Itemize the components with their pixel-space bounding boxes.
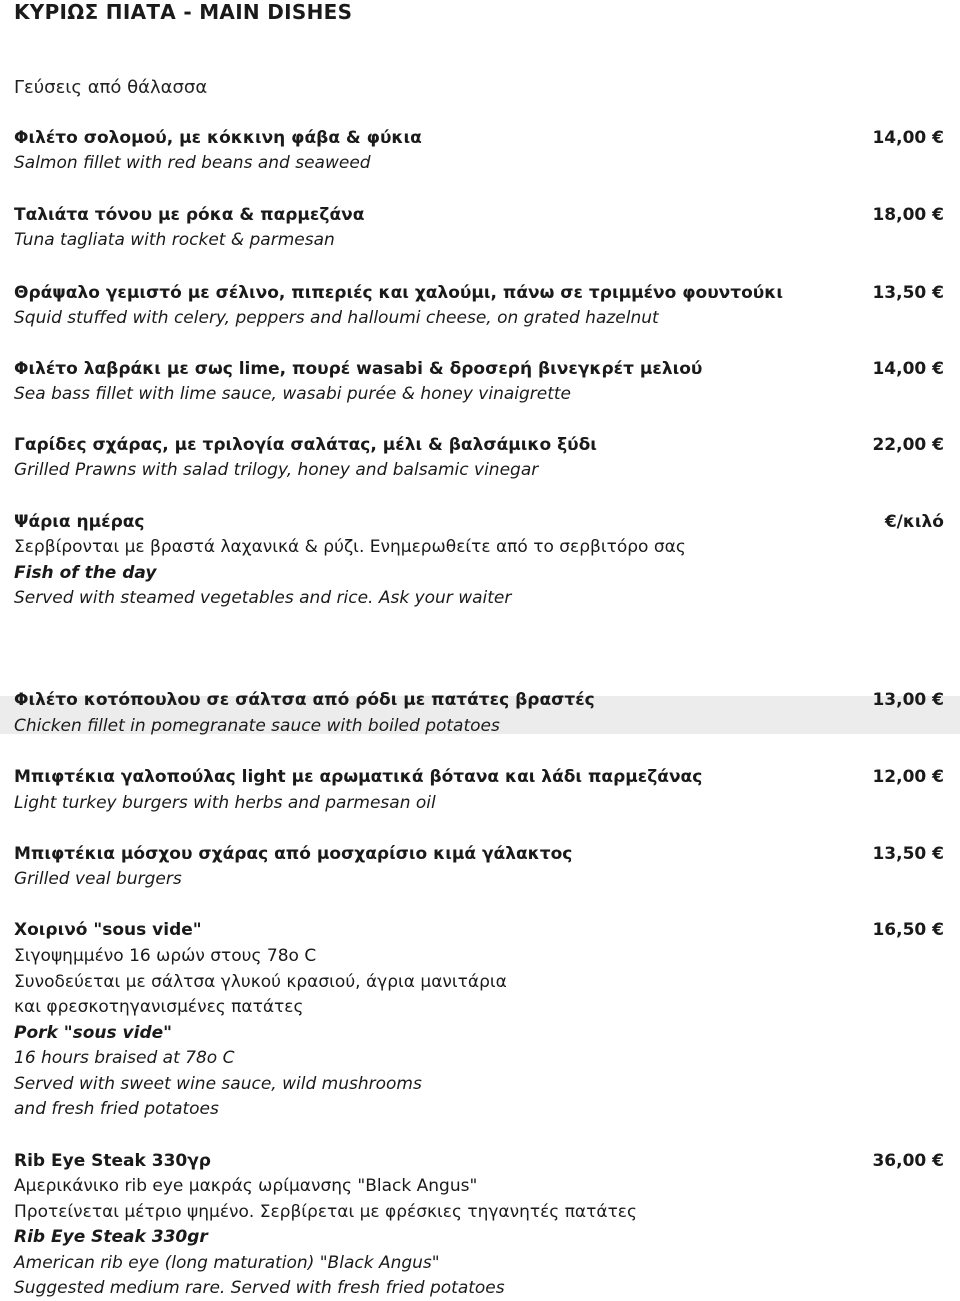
dish-name: Φιλέτο λαβράκι με σως lime, πουρέ wasabi & δροσερή βινεγκρέτ μελιού bbox=[14, 359, 703, 379]
dish-english: Tuna tagliata with rocket & parmesan bbox=[14, 230, 335, 250]
dish-description: Αμερικάνικο rib eye μακράς ωρίμανσης "Black Angus" bbox=[14, 1176, 478, 1196]
dish-price: 36,00 € bbox=[872, 1151, 944, 1171]
page-title: ΚΥΡΙΩΣ ΠΙΑΤΑ - MAIN DISHES bbox=[14, 0, 353, 24]
dish-name: Φιλέτο κοτόπουλου σε σάλτσα από ρόδι με πατάτες βραστές bbox=[14, 690, 595, 710]
dish-name: Χοιρινό "sous vide" bbox=[14, 920, 202, 940]
dish-english: and fresh fried potatoes bbox=[14, 1099, 219, 1119]
dish-english-title: Pork "sous vide" bbox=[14, 1023, 173, 1043]
dish-description: Σιγοψημμένο 16 ωρών στους 78ο C bbox=[14, 946, 317, 966]
menu-item-chicken bbox=[14, 690, 944, 716]
menu-item-veal-burgers bbox=[14, 844, 944, 870]
dish-english: 16 hours braised at 78ο C bbox=[14, 1048, 235, 1068]
dish-price: 13,00 € bbox=[872, 690, 944, 710]
dish-price: 22,00 € bbox=[872, 435, 944, 455]
dish-name: Ψάρια ημέρας bbox=[14, 512, 145, 532]
section-heading: Γεύσεις από θάλασσα bbox=[14, 77, 208, 98]
dish-english: Chicken fillet in pomegranate sauce with boiled potatoes bbox=[14, 716, 500, 736]
dish-description: Σερβίρονται με βραστά λαχανικά & ρύζι. Ενημερωθείτε από το σερβιτόρο σας bbox=[14, 537, 686, 557]
dish-price: 14,00 € bbox=[872, 128, 944, 148]
menu-item-prawns bbox=[14, 435, 944, 461]
dish-price: 12,00 € bbox=[872, 767, 944, 787]
dish-name: Θράψαλο γεμιστό με σέλινο, πιπεριές και χαλούμι, πάνω σε τριμμένο φουντούκι bbox=[14, 283, 783, 303]
menu-item-salmon bbox=[14, 128, 944, 154]
dish-description: Συνοδεύεται με σάλτσα γλυκού κρασιού, άγρια μανιτάρια bbox=[14, 972, 507, 992]
menu-item-rib-eye bbox=[14, 1151, 944, 1177]
menu-item-fish-of-day bbox=[14, 512, 944, 538]
dish-english: Sea bass fillet with lime sauce, wasabi purée & honey vinaigrette bbox=[14, 384, 572, 404]
menu-item-tuna bbox=[14, 205, 944, 231]
menu-item-turkey-burgers bbox=[14, 767, 944, 793]
dish-english: Grilled Prawns with salad trilogy, honey and balsamic vinegar bbox=[14, 460, 539, 480]
dish-name: Φιλέτο σολομού, με κόκκινη φάβα & φύκια bbox=[14, 128, 422, 148]
dish-english: Served with steamed vegetables and rice. Ask your waiter bbox=[14, 588, 512, 608]
dish-description: και φρεσκοτηγανισμένες πατάτες bbox=[14, 997, 304, 1017]
dish-price: 13,50 € bbox=[872, 283, 944, 303]
dish-english: Squid stuffed with celery, peppers and halloumi cheese, on grated hazelnut bbox=[14, 308, 659, 328]
dish-price: 13,50 € bbox=[872, 844, 944, 864]
menu-item-pork bbox=[14, 920, 944, 946]
dish-english: American rib eye (long maturation) "Black Angus" bbox=[14, 1253, 440, 1273]
dish-price: 18,00 € bbox=[872, 205, 944, 225]
menu-item-squid bbox=[14, 283, 944, 309]
dish-english: Served with sweet wine sauce, wild mushrooms bbox=[14, 1074, 422, 1094]
dish-english-title: Fish of the day bbox=[14, 563, 157, 583]
dish-english-title: Rib Eye Steak 330gr bbox=[14, 1227, 208, 1247]
dish-english: Suggested medium rare. Served with fresh fried potatoes bbox=[14, 1278, 505, 1298]
dish-price: 16,50 € bbox=[872, 920, 944, 940]
dish-english: Light turkey burgers with herbs and parmesan oil bbox=[14, 793, 436, 813]
dish-price: €/κιλό bbox=[884, 512, 944, 532]
menu-item-seabass bbox=[14, 359, 944, 385]
dish-name: Μπιφτέκια μόσχου σχάρας από μοσχαρίσιο κιμά γάλακτος bbox=[14, 844, 573, 864]
dish-english: Salmon fillet with red beans and seaweed bbox=[14, 153, 371, 173]
dish-name: Rib Eye Steak 330γρ bbox=[14, 1151, 211, 1171]
dish-english: Grilled veal burgers bbox=[14, 869, 182, 889]
dish-description: Προτείνεται μέτριο ψημένο. Σερβίρεται με φρέσκιες τηγανητές πατάτες bbox=[14, 1202, 637, 1222]
dish-name: Γαρίδες σχάρας, με τριλογία σαλάτας, μέλι & βαλσάμικο ξύδι bbox=[14, 435, 597, 455]
dish-name: Μπιφτέκια γαλοπούλας light με αρωματικά βότανα και λάδι παρμεζάνας bbox=[14, 767, 703, 787]
dish-name: Ταλιάτα τόνου με ρόκα & παρμεζάνα bbox=[14, 205, 365, 225]
dish-price: 14,00 € bbox=[872, 359, 944, 379]
